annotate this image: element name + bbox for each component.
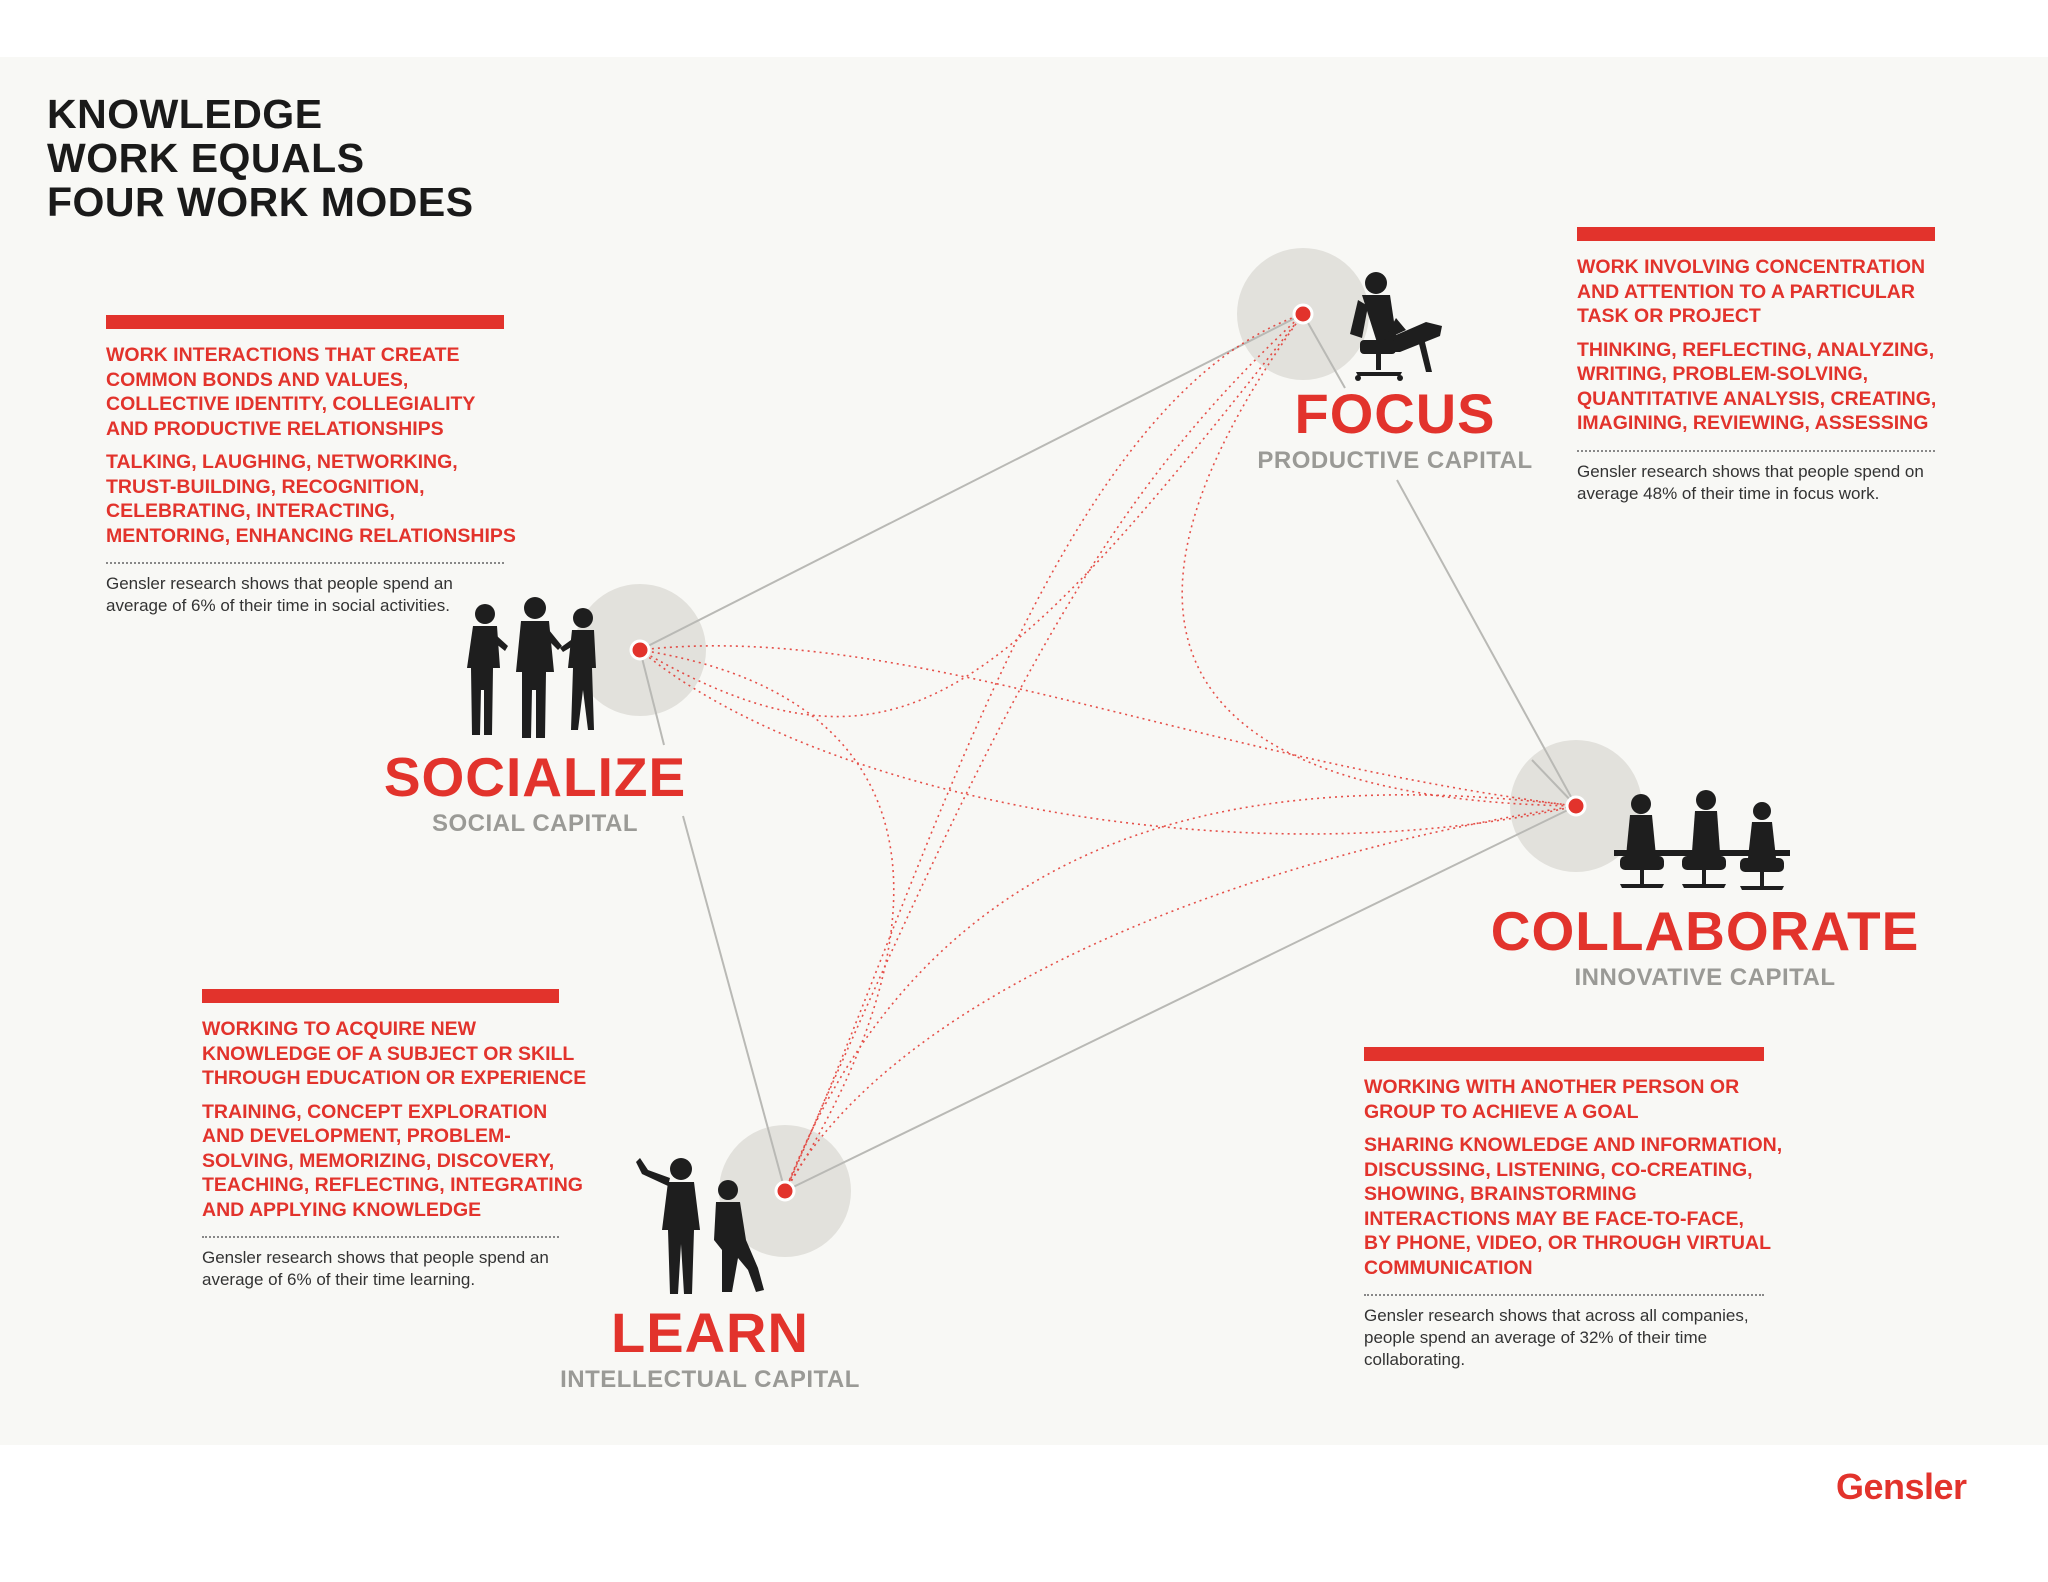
- connector-learn-socialize: [683, 816, 785, 1191]
- connector-socialize-focus: [640, 314, 1303, 650]
- collaborate-definition: WORKING WITH ANOTHER PERSON OR GROUP TO ACHIEVE A GOAL: [1364, 1076, 1740, 1123]
- learn-title: LEARN: [611, 1301, 809, 1364]
- collaborate-activities: SHARING KNOWLEDGE AND INFORMATION, DISCUSSING, LISTENING, CO-CREATING, SHOWING, BRAINSTORMING INTERACTIONS MAY BE FACE-TO-FACE, BY PHONE, VIDEO, OR THROUGH VIRTUAL COMMUNICATION: [1364, 1134, 1783, 1279]
- socialize-research: Gensler research shows that people spend an average of 6% of their time in social activities.: [106, 574, 453, 615]
- socialize-node: [631, 641, 649, 659]
- socialize-definition: WORK INTERACTIONS THAT CREATE COMMON BONDS AND VALUES, COLLECTIVE IDENTITY, COLLEGIALITY AND PRODUCTIVE RELATIONSHIPS: [106, 344, 476, 440]
- socialize-activities: TALKING, LAUGHING, NETWORKING, TRUST-BUILDING, RECOGNITION, CELEBRATING, INTERACTING, MENTORING, ENHANCING RELATIONSHIPS: [106, 451, 516, 547]
- curve-socialize-focus-1: [640, 314, 1303, 717]
- connector-focus-collaborate: [1397, 480, 1576, 806]
- socialize-accent-bar: [106, 315, 504, 329]
- focus-definition: WORK INVOLVING CONCENTRATION AND ATTENTION TO A PARTICULAR TASK OR PROJECT: [1577, 256, 1926, 327]
- focus-capital: PRODUCTIVE CAPITAL: [1257, 447, 1533, 474]
- title-line: FOUR WORK MODES: [47, 179, 474, 225]
- focus-activities: THINKING, REFLECTING, ANALYZING, WRITING, PROBLEM-SOLVING, QUANTITATIVE ANALYSIS, CREATING, IMAGINING, REVIEWING, ASSESSING: [1577, 338, 1937, 434]
- page-title: [47, 92, 474, 224]
- focus-description: [1577, 227, 1935, 505]
- meeting-group-icon: [1614, 790, 1790, 890]
- curve-socialize-collaborate-1: [640, 646, 1576, 806]
- focus-title: FOCUS: [1294, 382, 1496, 445]
- learn-activities: TRAINING, CONCEPT EXPLORATION AND DEVELOPMENT, PROBLEM- SOLVING, MEMORIZING, DISCOVERY, TEACHING, REFLECTING, INTEGRATING AND APPLYING KNOWLEDGE: [202, 1100, 583, 1221]
- curve-socialize-collaborate-2: [640, 650, 1576, 834]
- learn-node: [776, 1182, 794, 1200]
- collaborate-node: [1567, 797, 1585, 815]
- gensler-logo: Gensler: [1836, 1466, 1967, 1507]
- focus-accent-bar: [1577, 227, 1935, 241]
- focus-research: Gensler research shows that people spend on average 48% of their time in focus work.: [1577, 461, 1924, 503]
- learn-definition: WORKING TO ACQUIRE NEW KNOWLEDGE OF A SUBJECT OR SKILL THROUGH EDUCATION OR EXPERIENCE: [202, 1018, 587, 1089]
- focus-label: [1240, 382, 1550, 475]
- title-line: KNOWLEDGE: [47, 91, 323, 137]
- learn-description: [202, 989, 587, 1291]
- title-line: WORK EQUALS: [47, 135, 365, 181]
- dotted-divider: [106, 562, 504, 564]
- socializing-people-icon: [467, 597, 596, 738]
- dotted-divider: [1364, 1294, 1764, 1296]
- learn-accent-bar: [202, 989, 559, 1003]
- collaborate-capital: INNOVATIVE CAPITAL: [1574, 964, 1836, 991]
- learn-research: Gensler research shows that people spend an average of 6% of their time learning.: [202, 1248, 549, 1289]
- learn-capital: INTELLECTUAL CAPITAL: [560, 1366, 860, 1393]
- curve-socialize-learn-1: [640, 650, 894, 1191]
- socialize-description: [106, 315, 516, 617]
- collaborate-title: COLLABORATE: [1490, 900, 1920, 962]
- socialize-capital: SOCIAL CAPITAL: [431, 810, 639, 837]
- learn-label: [550, 1301, 870, 1394]
- collaborate-accent-bar: [1364, 1047, 1764, 1061]
- socialize-label: [370, 748, 700, 838]
- collaborate-description: [1364, 1047, 1783, 1371]
- collaborate-research: Gensler research shows that across all companies, people spend an average of 32% of their time collaborating.: [1364, 1306, 1749, 1369]
- focus-node: [1294, 305, 1312, 323]
- collaborate-label: [1480, 902, 1930, 992]
- socialize-title: SOCIALIZE: [383, 746, 687, 808]
- dotted-divider: [1577, 450, 1935, 452]
- dotted-divider: [202, 1236, 559, 1238]
